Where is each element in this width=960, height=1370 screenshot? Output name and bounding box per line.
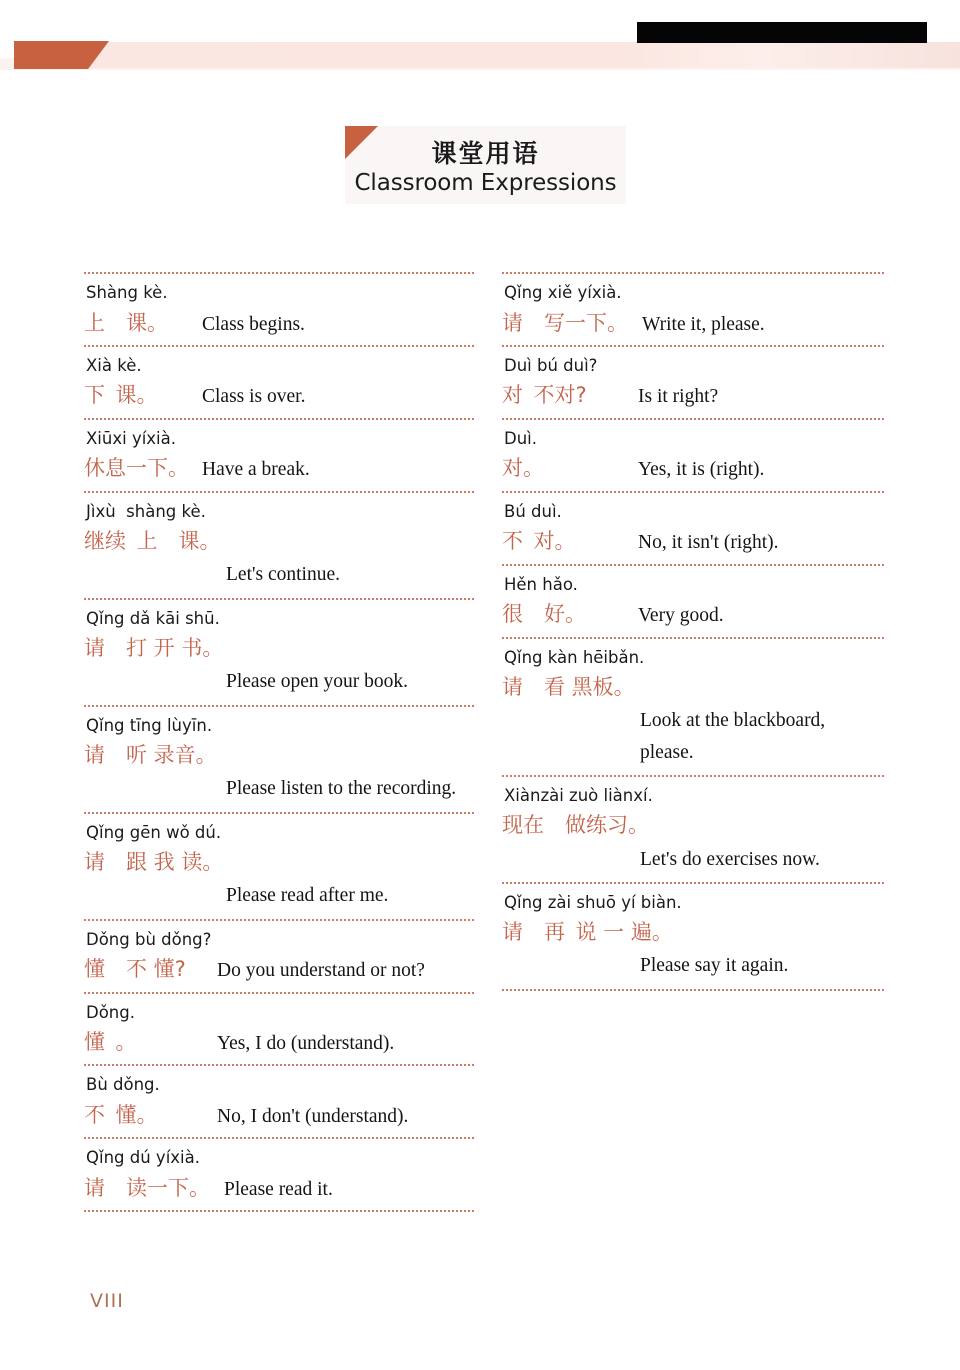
english-translation: Do you understand or not? (217, 960, 425, 982)
entry-separator (502, 564, 884, 566)
entry-spacer (502, 336, 884, 345)
entry-spacer (84, 589, 474, 598)
expression-entry (84, 418, 474, 491)
entry-separator (502, 775, 884, 777)
entry-separator (84, 992, 474, 994)
pinyin-text: Qǐng xiě yíxià. (504, 283, 622, 302)
chinese-text: 休息一下。 (84, 456, 189, 481)
pinyin-text: Qǐng tīng lùyīn. (86, 715, 213, 735)
expression-entry (84, 705, 474, 812)
expression-entry (502, 272, 884, 345)
expression-entry (502, 345, 884, 418)
header-pink-band (60, 42, 960, 68)
hanzi-row (84, 302, 474, 336)
expression-entry (84, 272, 474, 345)
english-translation: Class begins. (202, 313, 305, 335)
expressions-column-right (502, 272, 884, 991)
hanzi-row (502, 520, 884, 554)
expression-entry (502, 564, 884, 637)
expressions-column-left (84, 272, 474, 1212)
hanzi-row (502, 374, 884, 408)
pinyin-text: Bú duì. (504, 501, 562, 521)
english-translation: No, it isn't (right). (638, 532, 779, 554)
entry-separator (84, 272, 474, 274)
hanzi-row (502, 666, 884, 699)
chinese-text: 懂 不 懂? (84, 957, 186, 982)
english-translation: Very good. (638, 605, 724, 627)
entry-separator (502, 882, 884, 884)
entry-spacer (502, 766, 884, 775)
english-translation: Have a break. (202, 459, 310, 481)
english-translation: Please read after me. (226, 885, 389, 907)
entry-separator (84, 812, 474, 814)
english-translation: Write it, please. (642, 313, 765, 335)
english-translation: Please open your book. (226, 671, 408, 693)
chinese-text: 对。 (502, 456, 544, 481)
pinyin-text: Jìxù shàng kè. (86, 501, 206, 521)
pinyin-text: Qǐng dú yíxià. (86, 1148, 200, 1168)
entry-separator (84, 705, 474, 707)
entry-separator (84, 1137, 474, 1139)
hanzi-row (84, 734, 474, 767)
english-translation-line2: please. (640, 741, 694, 763)
english-translation: No, I don't (understand). (217, 1105, 409, 1127)
hanzi-row (84, 627, 474, 660)
hanzi-row (502, 911, 884, 944)
english-translation: Please listen to the recording. (226, 778, 457, 800)
entry-spacer (502, 555, 884, 564)
chinese-text: 不 对。 (502, 529, 576, 554)
hanzi-row (84, 1021, 474, 1055)
english-translation: Let's continue. (226, 564, 340, 586)
entry-spacer (502, 980, 884, 989)
entry-spacer (502, 873, 884, 882)
english-translation: Look at the blackboard, (640, 710, 826, 732)
chinese-text: 很 好。 (502, 602, 586, 627)
chinese-text: 现在 做练习。 (502, 813, 649, 838)
pinyin-text: Dǒng. (86, 1002, 135, 1022)
chinese-text: 请 看 黑板。 (502, 675, 635, 700)
english-translation: Let's do exercises now. (640, 848, 820, 870)
entry-separator (84, 491, 474, 493)
entry-spacer (84, 409, 474, 418)
entry-spacer (84, 482, 474, 491)
expression-entry (84, 812, 474, 919)
entry-separator (502, 418, 884, 420)
header-black-bar (637, 22, 927, 43)
hanzi-row (502, 302, 884, 336)
pinyin-text: Xià kè. (86, 355, 142, 375)
entry-separator (502, 491, 884, 493)
page-title-chinese: 课堂用语 (431, 139, 540, 168)
chinese-text: 请 听 录音。 (84, 743, 217, 768)
english-translation: Yes, I do (understand). (217, 1033, 395, 1054)
chinese-text: 请 打 开 书。 (84, 636, 224, 661)
english-translation: Class is over. (202, 386, 306, 408)
hanzi-row (502, 593, 884, 627)
chinese-text: 懂 。 (84, 1030, 137, 1054)
chinese-text: 下 课。 (84, 383, 158, 408)
expression-entry (84, 345, 474, 418)
chinese-text: 请 跟 我 读。 (84, 850, 224, 875)
chinese-text: 不 懂。 (84, 1102, 158, 1127)
hanzi-row (84, 374, 474, 408)
hanzi-row (84, 1167, 474, 1201)
entry-spacer (84, 696, 474, 705)
hanzi-row (84, 447, 474, 481)
chinese-text: 请 读一下。 (84, 1175, 210, 1200)
entry-spacer (84, 1128, 474, 1137)
expression-entry (84, 598, 474, 705)
entry-spacer (84, 983, 474, 992)
expression-entry (502, 491, 884, 564)
entry-spacer (84, 910, 474, 919)
chinese-text: 请 写一下。 (502, 310, 628, 335)
expression-entry (84, 491, 474, 598)
entry-separator (84, 919, 474, 921)
column-end-separator (84, 1210, 474, 1212)
entry-spacer (84, 336, 474, 345)
pinyin-text: Duì. (504, 428, 537, 448)
chinese-text: 请 再 说 一 遍。 (502, 920, 673, 945)
entry-spacer (84, 1201, 474, 1210)
expression-entry (502, 637, 884, 775)
entry-spacer (502, 628, 884, 637)
entry-separator (502, 272, 884, 274)
pinyin-text: Qǐng kàn hēibǎn. (504, 647, 645, 667)
entry-separator (84, 598, 474, 600)
pinyin-text: Shàng kè. (86, 283, 168, 302)
english-translation: Yes, it is (right). (638, 459, 765, 481)
expression-entry (84, 919, 474, 992)
hanzi-row (84, 520, 474, 553)
entry-spacer (502, 409, 884, 418)
entry-spacer (84, 1055, 474, 1064)
pinyin-text: Dǒng bù dǒng? (86, 929, 212, 949)
entry-separator (502, 637, 884, 639)
pinyin-text: Qǐng dǎ kāi shū. (86, 608, 220, 628)
expression-entry (502, 775, 884, 882)
pinyin-text: Xiūxi yíxià. (86, 428, 176, 448)
pinyin-text: Duì bú duì? (504, 355, 598, 375)
chinese-text: 对 不对? (502, 383, 587, 408)
english-translation: Is it right? (638, 386, 719, 408)
pinyin-text: Qǐng zài shuō yí biàn. (504, 892, 682, 912)
entry-spacer (84, 803, 474, 812)
hanzi-row (84, 841, 474, 874)
entry-separator (502, 345, 884, 347)
hanzi-row (84, 1094, 474, 1128)
chinese-text: 继续 上 课。 (84, 529, 221, 554)
pinyin-text: Xiànzài zuò liànxí. (504, 785, 653, 805)
chinese-text: 上 课。 (84, 310, 168, 335)
page-number: VIII (90, 1290, 124, 1312)
entry-spacer (502, 482, 884, 491)
english-translation: Please say it again. (640, 955, 789, 977)
pinyin-text: Bù dǒng. (86, 1075, 160, 1095)
expression-entry (502, 418, 884, 491)
expression-entry (84, 1137, 474, 1210)
column-end-separator (502, 989, 884, 991)
hanzi-row (502, 804, 884, 837)
pinyin-text: Hěn hǎo. (504, 574, 578, 594)
page-title-english: Classroom Expressions (354, 170, 617, 196)
entry-separator (84, 1064, 474, 1066)
expression-entry (84, 992, 474, 1065)
hanzi-row (84, 948, 474, 982)
expression-entry (502, 882, 884, 989)
hanzi-row (502, 447, 884, 481)
entry-separator (84, 418, 474, 420)
expression-entry (84, 1064, 474, 1137)
english-translation: Please read it. (224, 1178, 333, 1200)
entry-separator (84, 345, 474, 347)
pinyin-text: Qǐng gēn wǒ dú. (86, 822, 222, 842)
